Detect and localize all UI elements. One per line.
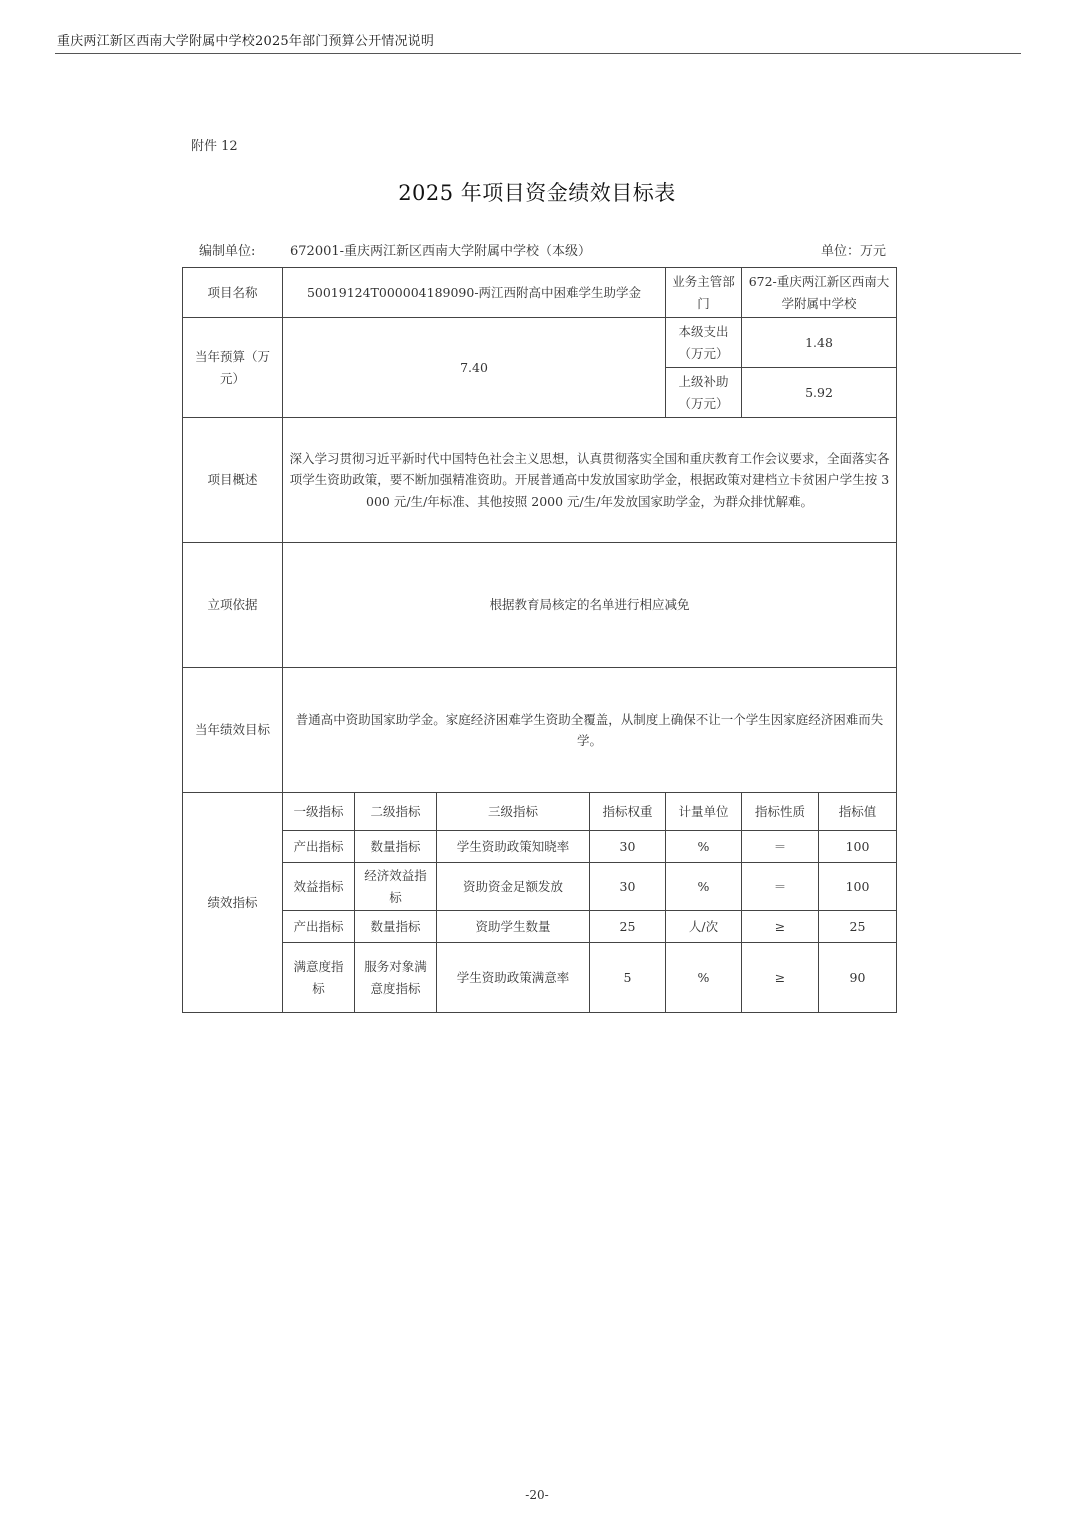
header-rule [55, 53, 1021, 54]
compiling-unit-value: 672001-重庆两江新区西南大学附属中学校（本级） [290, 244, 592, 259]
cell-weight: 5 [590, 943, 666, 1013]
basis-text: 根据教育局核定的名单进行相应减免 [283, 543, 897, 668]
overview-label: 项目概述 [183, 418, 283, 543]
project-name-label: 项目名称 [183, 268, 283, 318]
header-nature: 指标性质 [742, 793, 819, 831]
indicator-header-row [183, 793, 897, 831]
cell-unit: % [666, 831, 742, 863]
currency-unit: 单位：万元 [820, 244, 886, 259]
upper-subsidy-value: 5.92 [742, 368, 897, 418]
header-weight: 指标权重 [590, 793, 666, 831]
upper-subsidy-label: 上级补助（万元） [666, 368, 742, 418]
overview-text: 深入学习贯彻习近平新时代中国特色社会主义思想，认真贯彻落实全国和重庆教育工作会议要求，全面落实各项学生资助政策，要不断加强精准资助。开展普通高中发放国家助学金，根据政策对建档立卡贫困户学生按 3000 元/生/年标准、其他按照 2000 元/生/年发放国家助学金，为群众排忧解难。 [283, 418, 897, 543]
cell-level2: 数量指标 [355, 911, 437, 943]
project-name-value: 50019124T000004189090-两江西附高中困难学生助学金 [283, 268, 666, 318]
budget-row [183, 318, 897, 368]
overview-row [183, 418, 897, 543]
goal-text: 普通高中资助国家助学金。家庭经济困难学生资助全覆盖，从制度上确保不让一个学生因家庭经济困难而失学。 [283, 668, 897, 793]
cell-nature: ＝ [742, 831, 819, 863]
cell-unit: 人/次 [666, 911, 742, 943]
cell-value: 100 [819, 831, 897, 863]
cell-value: 25 [819, 911, 897, 943]
performance-target-table [182, 267, 897, 1013]
cell-level3: 资助学生数量 [437, 911, 590, 943]
cell-weight: 30 [590, 863, 666, 911]
basis-row [183, 543, 897, 668]
cell-level1: 产出指标 [283, 911, 355, 943]
budget-label: 当年预算（万元） [183, 318, 283, 418]
page-number: -20- [525, 1488, 549, 1502]
cell-level2: 服务对象满意度指标 [355, 943, 437, 1013]
header-level3: 三级指标 [437, 793, 590, 831]
cell-weight: 30 [590, 831, 666, 863]
cell-nature: ≥ [742, 943, 819, 1013]
basis-label: 立项依据 [183, 543, 283, 668]
indicators-label: 绩效指标 [183, 793, 283, 1013]
cell-value: 100 [819, 863, 897, 911]
cell-level1: 满意度指标 [283, 943, 355, 1013]
header-level2: 二级指标 [355, 793, 437, 831]
cell-level3: 学生资助政策满意率 [437, 943, 590, 1013]
cell-nature: ＝ [742, 863, 819, 911]
table-row [183, 911, 897, 943]
cell-level1: 产出指标 [283, 831, 355, 863]
compiling-unit-label: 编制单位: [199, 244, 256, 259]
budget-total: 7.40 [283, 318, 666, 418]
header-level1: 一级指标 [283, 793, 355, 831]
running-header: 重庆两江新区西南大学附属中学校2025年部门预算公开情况说明 [57, 34, 435, 49]
table-row [183, 943, 897, 1013]
cell-nature: ≥ [742, 911, 819, 943]
cell-level3: 学生资助政策知晓率 [437, 831, 590, 863]
own-expense-value: 1.48 [742, 318, 897, 368]
header-unit: 计量单位 [666, 793, 742, 831]
goal-label: 当年绩效目标 [183, 668, 283, 793]
cell-level1: 效益指标 [283, 863, 355, 911]
cell-value: 90 [819, 943, 897, 1013]
cell-level2: 数量指标 [355, 831, 437, 863]
cell-level3: 资助资金足额发放 [437, 863, 590, 911]
header-value: 指标值 [819, 793, 897, 831]
cell-weight: 25 [590, 911, 666, 943]
cell-level2: 经济效益指标 [355, 863, 437, 911]
dept-value: 672-重庆两江新区西南大学附属中学校 [742, 268, 897, 318]
table-row [183, 831, 897, 863]
table-row [183, 863, 897, 911]
dept-label: 业务主管部门 [666, 268, 742, 318]
goal-row [183, 668, 897, 793]
own-expense-label: 本级支出（万元） [666, 318, 742, 368]
project-name-row [183, 268, 897, 318]
cell-unit: % [666, 863, 742, 911]
cell-unit: % [666, 943, 742, 1013]
document-title: 2025 年项目资金绩效目标表 [398, 181, 676, 205]
attachment-label: 附件 12 [191, 139, 238, 154]
